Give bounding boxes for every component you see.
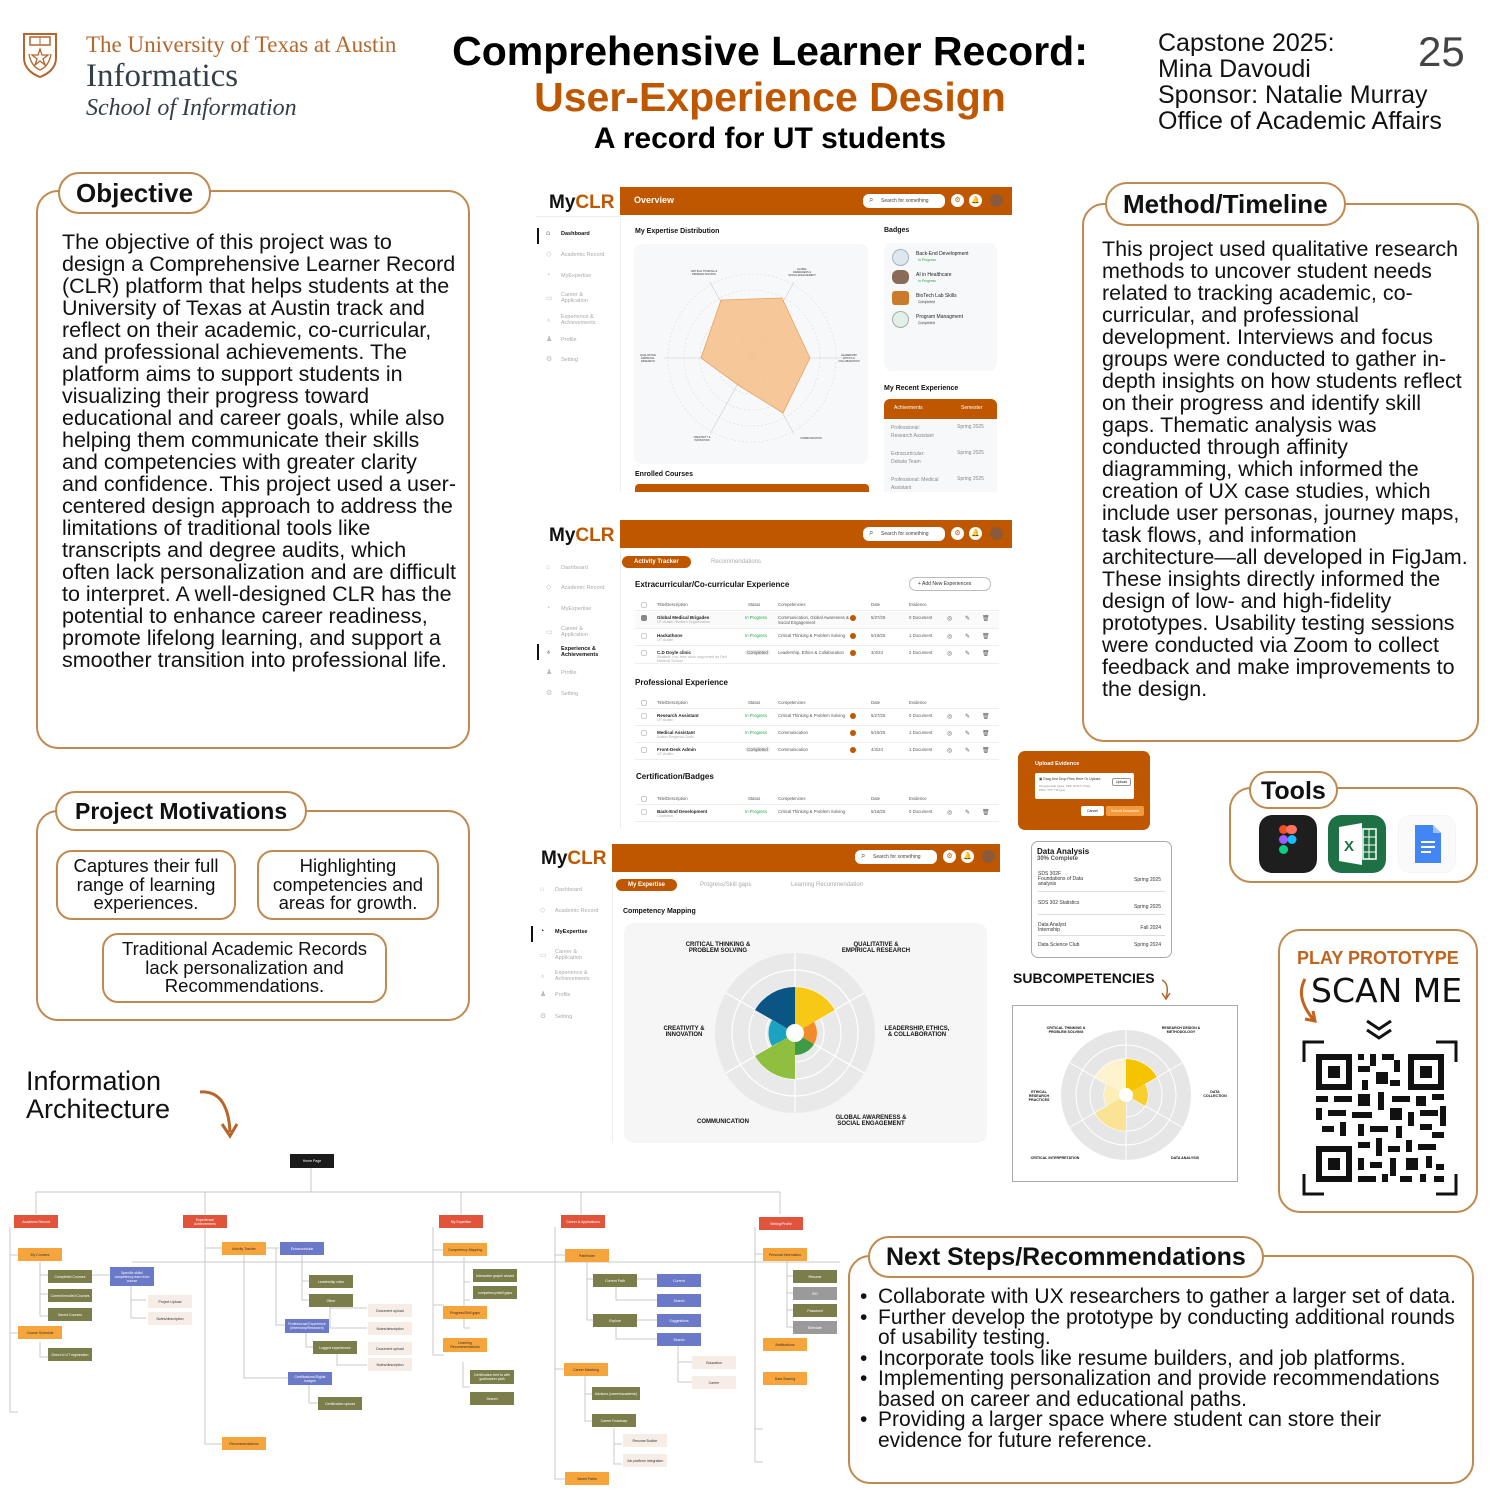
svg-text:AWARENESS &: AWARENESS & (792, 271, 812, 274)
sidebar-item-profile[interactable]: ♟ Profile (546, 669, 577, 676)
curved-arrow-icon (1293, 975, 1323, 1027)
row-checkbox[interactable] (641, 615, 647, 621)
ia-node: Saved Paths (565, 1472, 609, 1485)
ia-node: Search (657, 1294, 701, 1307)
myclr-logo: MyCLR (541, 848, 607, 869)
row-checkbox[interactable] (641, 730, 647, 736)
next-steps-list (856, 1287, 1456, 1451)
svg-text:QUALITATIVE &: QUALITATIVE & (853, 942, 899, 948)
experience-screen (536, 519, 1012, 829)
ia-node: Job platform integration (623, 1454, 667, 1467)
ia-node: competency/skill gaps (473, 1286, 517, 1299)
svg-text:LEADERSHIP: LEADERSHIP (841, 354, 857, 357)
poster-title: Comprehensive Learner Record: (452, 28, 1088, 74)
next-steps-title: Next Steps/Recommendations (868, 1236, 1264, 1278)
ia-node: Competency Mapping (443, 1243, 487, 1256)
expertise-icon: ◔ (546, 272, 551, 279)
svg-text:INNOVATION: INNOVATION (665, 1032, 703, 1038)
sidebar-item-profile[interactable]: ♟ Profile (546, 336, 577, 343)
ia-node: Search (470, 1392, 514, 1405)
svg-text:PROBLEM SOLVING: PROBLEM SOLVING (692, 273, 716, 276)
expertise-screen (530, 843, 1000, 1143)
table-row[interactable]: Back-End Development Coursera In Progress Critical Thinking & Problem Solving 5/16/25 0 Document ◎ ✎ 🗑 (635, 806, 999, 822)
view-icon[interactable]: ◎ (947, 634, 953, 640)
double-chevron-down-icon (1364, 1018, 1394, 1042)
sidebar-item-myexpertise[interactable]: ◔ MyExpertise (546, 605, 592, 612)
delete-icon[interactable]: 🗑 (982, 810, 990, 816)
view-icon[interactable]: ◎ (947, 810, 953, 816)
svg-text:INNOVATION: INNOVATION (694, 439, 710, 442)
motivations-title: Project Motivations (55, 791, 307, 831)
data-analysis-card: Data Analysis 30% Complete SDS 302F Foundations of Data analysis Spring 2025 SDS 302 Statistics Spring 2025 Data Analyst Internship Fall 2024 Data Science Club Spring 2024 (1031, 841, 1172, 958)
svg-text:COLLECTION: COLLECTION (1203, 1094, 1227, 1098)
badge-icon (892, 311, 909, 328)
badge-icon (892, 249, 909, 266)
ia-node: Learning Recommendations (443, 1338, 487, 1352)
next-step-item: • Implementing personalization and provide recommendations based on career and educational paths. (856, 1369, 1456, 1410)
ia-node: Recommendations (222, 1437, 266, 1450)
ia-node: Professional Experience (Internship/Research) (285, 1319, 329, 1333)
recent-experience-header: Achivements Semester (884, 399, 997, 419)
table-row[interactable]: Hackathons UT Austin In Progress Critical Thinking & Problem Solving 5/19/25 1 Document ◎ ✎ 🗑 (635, 630, 999, 646)
badges-panel: Back-End Development In Progress AI in Healthcare In Progress BioTech Lab Skills Completed Program Managment Completed (884, 243, 997, 371)
user-avatar[interactable] (982, 850, 995, 863)
subcompetencies-title: SUBCOMPETENCIES (1013, 970, 1155, 986)
delete-icon[interactable]: 🗑 (982, 634, 990, 640)
ia-node: Leadership roles (309, 1275, 353, 1288)
sidebar-item-experience[interactable]: ♁ Experience & Achievements (540, 970, 590, 982)
view-icon[interactable]: ◎ (947, 651, 953, 657)
section-title: Certification/Badges (636, 772, 714, 781)
course-row: SDS 302F Foundations of Data analysis Spring 2025 (1038, 870, 1165, 892)
ia-node: Password (793, 1304, 837, 1317)
ia-node: Logged experiences (313, 1341, 357, 1354)
user-icon: ♟ (546, 669, 553, 676)
curved-arrow-icon (196, 1086, 242, 1142)
ia-node: Notes/description (368, 1358, 412, 1371)
method-title: Method/Timeline (1105, 182, 1346, 226)
lightbulb-icon: ♁ (546, 648, 552, 656)
ia-node: Certification tied to with goal/career path (470, 1370, 514, 1384)
ia-node: Saved Courses (48, 1308, 92, 1321)
competency-rose-chart (624, 923, 987, 1143)
ia-node: Project Upload (148, 1295, 192, 1308)
ia-node: Direct to UT registration (48, 1348, 92, 1361)
lightbulb-icon: ♁ (546, 316, 552, 324)
next-step-item: • Collaborate with UX researchers to gather a larger set of data. (856, 1287, 1456, 1308)
expertise-icon: ◔ (540, 928, 545, 935)
subcompetencies-chart-card (1012, 1005, 1238, 1182)
ia-node: Birthdate (793, 1321, 837, 1334)
enrolled-courses-title: Enrolled Courses (635, 471, 693, 478)
ia-node: My Courses (18, 1248, 62, 1261)
view-icon[interactable]: ◎ (947, 616, 953, 622)
graduation-cap-icon: ◇ (546, 584, 552, 591)
graduation-cap-icon: ◇ (540, 907, 546, 914)
edit-icon[interactable]: ✎ (965, 651, 971, 657)
ia-node: Suggestions (657, 1314, 701, 1327)
table-row[interactable]: Front-Desk Admin UT Austin Completed Communication 4/4/24 1 Document ◎ ✎ 🗑 (635, 744, 999, 760)
sidebar-item-career[interactable]: ▭ Career & Application (546, 626, 588, 638)
tools-row (1229, 787, 1478, 883)
svg-text:COMMUNICATION: COMMUNICATION (697, 1119, 749, 1125)
briefcase-icon: ▭ (546, 628, 553, 636)
google-docs-icon (1398, 815, 1456, 873)
figma-icon (1259, 815, 1317, 873)
svg-text:COLLABORATION: COLLABORATION (838, 360, 860, 363)
tab-my-expertise[interactable]: My Expertise (616, 879, 677, 891)
radar-chart (634, 244, 868, 464)
gear-icon: ⚙ (546, 690, 553, 697)
settings-icon[interactable]: ⚙ (951, 194, 964, 207)
author-name: Mina Davoudi (1158, 55, 1311, 83)
experience-table: Title/Description Status Competencies Date Evidence Research Assistant UT Austin In Progress Critical Thinking & Problem Solving 5/27/25 0 Document ◎ ✎ 🗑 Medical Assistant Austin Regional Clinic In Progress Communication 5/19/25 1 Document ◎ ✎ 🗑 Front-Desk Admin UT Austin Completed Communication 4/4/24 1 Document ◎ ✎ 🗑 (635, 697, 999, 761)
objective-body: The objective of this project was to design a Comprehensive Learner Record (CLR) platform that helps students at the University of Texas at Austin track and reflect on their academic, co-curricular, and professional achievements. The platform aims to support students in visualizing their progress toward educational and career goals, while also helping them communicate their skills and competencies with greater clarity and confidence. This project used a user-centered design approach to address the limitations of traditional tools like transcripts and degree audits, which often lack personalization and are difficult to interpret. A well-designed CLR has the potential to enhance career readiness, promote lifelong learning, and support a smoother transition into professional life. (62, 230, 457, 672)
enrolled-courses-header (635, 484, 869, 492)
notification-bell-icon[interactable]: 🔔 (961, 850, 974, 863)
svg-text:RESEARCH: RESEARCH (641, 360, 655, 363)
row-checkbox[interactable] (641, 633, 647, 639)
motivation-card (56, 850, 236, 920)
ia-node: Current Path (593, 1274, 637, 1287)
poster-tagline: A record for UT students (593, 122, 947, 155)
edit-icon[interactable]: ✎ (965, 616, 971, 622)
ia-node: My Expertise (439, 1215, 483, 1228)
svg-text:PROBLEM SOLVING: PROBLEM SOLVING (1048, 1030, 1084, 1034)
sidebar-item-experience[interactable]: ♁ Experience & Achievements (546, 646, 618, 658)
overview-screen (536, 186, 1012, 492)
ia-node: Pathfinder (565, 1249, 609, 1262)
upload-file-icon: ▣ (1039, 777, 1044, 781)
edit-icon[interactable]: ✎ (965, 810, 971, 816)
svg-text:RESEARCH DESIGN &: RESEARCH DESIGN & (1161, 1026, 1201, 1030)
gear-icon: ⚙ (540, 1013, 547, 1020)
ia-node: Advisors (career/academic) (592, 1387, 640, 1400)
university-name: The University of Texas at Austin (86, 32, 397, 57)
view-icon[interactable]: ◎ (947, 748, 953, 754)
row-checkbox[interactable] (641, 650, 647, 656)
myclr-logo: MyCLR (549, 192, 615, 213)
svg-text:COMMUNICATION: COMMUNICATION (800, 437, 822, 440)
tab-recommendations[interactable]: Recommendations (711, 559, 762, 565)
settings-icon[interactable]: ⚙ (943, 850, 956, 863)
svg-text:CRITICAL THINKING &: CRITICAL THINKING & (690, 270, 718, 273)
graduation-cap-icon: ◇ (546, 251, 552, 258)
svg-text:CRITICAL THINKING &: CRITICAL THINKING & (1046, 1026, 1086, 1030)
svg-text:CRITICAL INTERPRETATION: CRITICAL INTERPRETATION (1030, 1156, 1080, 1160)
ia-node: Current (657, 1274, 701, 1287)
search-input[interactable]: ⌕ Search for something (855, 850, 937, 864)
ia-node: EID (793, 1287, 837, 1300)
information-architecture-diagram (0, 1142, 842, 1490)
ia-node: Education (692, 1356, 736, 1369)
svg-text:DATA: DATA (1210, 1090, 1220, 1094)
svg-text:GLOBAL AWARENESS &: GLOBAL AWARENESS & (835, 1115, 907, 1121)
ia-node: Career Matching (564, 1363, 608, 1376)
section-title: Extracurricular/Co-curricular Experience (635, 580, 790, 589)
search-input[interactable]: ⌕ Search for something (863, 194, 945, 208)
poster-subtitle: User-Experience Design (534, 74, 1006, 120)
ia-node: Resume Builder (623, 1434, 667, 1447)
user-avatar[interactable] (990, 194, 1003, 207)
delete-icon[interactable]: 🗑 (982, 651, 990, 657)
svg-text:ETHICAL: ETHICAL (1031, 1090, 1047, 1094)
plus-icon: + (918, 581, 923, 587)
ia-node: Notes/description (368, 1322, 412, 1335)
view-icon[interactable]: ◎ (947, 731, 953, 737)
ia-node: Career (692, 1376, 736, 1389)
ia-node: Explore (593, 1314, 637, 1327)
svg-text:PRACTICES: PRACTICES (1028, 1098, 1050, 1102)
tab-activity-tracker[interactable]: Activity Tracker (622, 556, 691, 568)
excel-icon (1328, 815, 1386, 873)
search-input[interactable]: ⌕ Search for something (863, 527, 945, 541)
ia-node: Certifications/Digital badges (288, 1372, 332, 1385)
home-icon: ⌂ (546, 230, 551, 237)
svg-text:RESEARCH: RESEARCH (1028, 1094, 1050, 1098)
ut-shield-logo-icon (22, 32, 58, 78)
myclr-logo: MyCLR (549, 525, 615, 546)
row-checkbox[interactable] (641, 713, 647, 719)
sidebar-item-career[interactable]: ▭ Career & Application (546, 292, 588, 304)
briefcase-icon: ▭ (546, 294, 553, 302)
sidebar-item-dashboard[interactable]: ⌂ Dashboard (546, 564, 588, 571)
capstone-label: Capstone 2025: (1158, 29, 1335, 57)
ia-title: Information Architecture (26, 1066, 171, 1124)
qr-code[interactable] (1302, 1040, 1458, 1196)
edit-icon[interactable]: ✎ (965, 748, 971, 754)
svg-text:PROBLEM SOLVING: PROBLEM SOLVING (688, 948, 748, 954)
ia-node: Certification upload (318, 1397, 362, 1410)
department-name: Informatics (86, 58, 239, 94)
svg-text:EMPIRICAL: EMPIRICAL (641, 357, 655, 360)
ia-node: Home Page (290, 1154, 334, 1168)
edit-icon[interactable]: ✎ (965, 634, 971, 640)
ia-node: Experience/ Achievements (183, 1215, 227, 1228)
row-checkbox[interactable] (641, 809, 647, 815)
course-row: Data Analyst Internship Fall 2024 (1038, 917, 1165, 936)
ia-node: Extracurricular (280, 1242, 324, 1255)
next-step-item: • Providing a larger space where student can store their evidence for future reference. (856, 1410, 1456, 1451)
expertise-distribution-title: My Expertise Distribution (635, 228, 720, 235)
notification-bell-icon[interactable]: 🔔 (969, 527, 982, 540)
table-row[interactable]: Medical Assistant Austin Regional Clinic In Progress Communication 5/19/25 1 Document ◎ ✎ 🗑 (635, 727, 999, 743)
svg-text:SOCIAL ENGAGEMENT: SOCIAL ENGAGEMENT (837, 1121, 905, 1127)
poster-number: 25 (1418, 28, 1465, 75)
ia-node: Notes/description (148, 1312, 192, 1325)
expertise-icon: ◔ (546, 605, 551, 612)
section-title: Professional Experience (635, 678, 728, 687)
upload-button[interactable]: Upload (1112, 778, 1131, 786)
ia-node: Document upload (368, 1342, 412, 1355)
ia-node: Progress/Skill gaps (443, 1306, 487, 1319)
office-name: Office of Academic Affairs (1158, 107, 1442, 135)
upload-evidence-modal (1018, 751, 1150, 830)
sidebar-item-dashboard[interactable]: ⌂ Dashboard (540, 886, 582, 893)
table-row[interactable]: Research Assistant UT Austin In Progress Critical Thinking & Problem Solving 5/27/25 0 Document ◎ ✎ 🗑 (635, 710, 999, 726)
ia-node: Current/enrolled Courses (48, 1289, 92, 1302)
sidebar-item-academic-record[interactable]: ◇ Academic Record (546, 584, 605, 591)
badge-icon (892, 270, 909, 284)
school-name: School of Information (86, 95, 297, 121)
experience-table: Title/Description Status Competencies Date Evidence Back-End Development Coursera In Progress Critical Thinking & Problem Solving 5/16/25 0 Document ◎ ✎ 🗑 (635, 793, 999, 825)
radar-chart-panel (634, 244, 868, 464)
delete-icon[interactable]: 🗑 (982, 616, 990, 622)
sidebar-item-setting[interactable]: ⚙ Setting (546, 690, 579, 697)
svg-text:ETHICS &: ETHICS & (843, 357, 855, 360)
svg-text:DATA ANALYSIS: DATA ANALYSIS (1170, 1156, 1200, 1160)
sidebar-item-setting[interactable]: ⚙ Setting (540, 1013, 573, 1020)
svg-text:GLOBAL: GLOBAL (796, 268, 808, 271)
user-icon: ♟ (546, 336, 553, 343)
down-arrow-icon (1158, 978, 1174, 1002)
home-icon: ⌂ (540, 886, 545, 893)
notification-bell-icon[interactable]: 🔔 (969, 194, 982, 207)
svg-text:QUALITATIVE: QUALITATIVE (640, 354, 656, 357)
delete-icon[interactable]: 🗑 (982, 714, 990, 720)
settings-icon[interactable]: ⚙ (951, 527, 964, 540)
view-icon[interactable]: ◎ (947, 714, 953, 720)
ia-node: Specific skills/ competency earn from course (110, 1267, 154, 1286)
gear-icon: ⚙ (546, 356, 553, 363)
ia-node: Career & Applications (561, 1215, 605, 1228)
svg-text:X: X (1344, 838, 1355, 855)
sidebar-item-academic-record[interactable]: ◇ Academic Record (540, 907, 599, 914)
edit-icon[interactable]: ✎ (965, 731, 971, 737)
ia-node: Career Roadmap (592, 1414, 636, 1427)
ia-node: Interactive graph/ wizard (473, 1269, 517, 1282)
ia-node: Academic Record (14, 1215, 58, 1228)
cancel-button[interactable]: Cancel (1081, 806, 1104, 816)
table-row[interactable]: Global Medical Brigades UT Austin Student Organization In Progress Communication, Global Awareness & Social Engagement 5/27/25 0 Document ◎ ✎ 🗑 (635, 612, 999, 629)
ia-node: Course Schedule (18, 1326, 62, 1339)
recent-experience-list: Professional: Research Assistant Spring 2025 Extracurricular: Debate Team Spring 2025 Professional: Medical Assistant Spring 2025 (884, 419, 997, 492)
sidebar-item-career[interactable]: ▭ Career & Application (540, 949, 582, 961)
briefcase-icon: ▭ (540, 951, 547, 959)
competency-chart-panel (624, 923, 987, 1143)
motivation-text: Highlighting competencies and areas for growth. (272, 855, 424, 914)
svg-text:CREATIVITY &: CREATIVITY & (693, 436, 711, 439)
add-new-experience-button[interactable]: + Add New Experiences (909, 577, 991, 591)
method-body: This project used qualitative research methods to uncover student needs related to tracking academic, co-curricular, and professional development. Interviews and focus groups were conducted to gather in-depth insights on how students reflect on their progress and identify skill gaps. Thematic analysis was conducted through affinity diagramming, which informed the creation of UX case studies, which include user personas, journey maps, task flows, and information architecture—all developed in FigJam. These insights directly informed the design of low- and high-fidelity prototypes. Usability testing sessions were conducted via Zoom to collect feedback and make improvements to the design. (1102, 237, 1468, 701)
badges-title: Badges (884, 227, 910, 234)
scan-me-label: SCAN ME (1311, 971, 1463, 1010)
badge-icon (892, 291, 909, 305)
svg-text:LEADERSHIP, ETHICS,: LEADERSHIP, ETHICS, (884, 1026, 950, 1032)
tab-learning-recommendation[interactable]: Learning Recommendation (791, 882, 864, 888)
motivation-text: Captures their full range of learning experiences. (73, 855, 219, 914)
svg-text:EMPIRICAL RESEARCH: EMPIRICAL RESEARCH (841, 948, 911, 954)
ia-node: Search (657, 1333, 701, 1346)
author-info (1158, 30, 1442, 134)
sponsor-name: Sponsor: Natalie Murray (1158, 81, 1428, 109)
subcompetency-rose-chart (1013, 1006, 1239, 1183)
sidebar-item-setting[interactable]: ⚙ Setting (546, 356, 579, 363)
course-row: Data Science Club Spring 2024 (1038, 942, 1161, 948)
sidebar-item-academic-record[interactable]: ◇ Academic Record (546, 251, 605, 258)
ia-node: Completed Courses (48, 1270, 92, 1283)
user-icon: ♟ (540, 991, 547, 998)
ia-node: Resume (793, 1270, 837, 1283)
submit-document-button[interactable]: Submit Document (1106, 806, 1144, 816)
tools-title: Tools (1249, 771, 1338, 809)
ia-node: Activity Tracker (222, 1242, 266, 1255)
experience-table: Title/Description Status Competencies Date Evidence Global Medical Brigades UT Austin Student Organization In Progress Communication, Global Awareness & Social Engagement 5/27/25 0 Document ◎ ✎ 🗑 Hackathons UT Austin In Progress Critical Thinking & Problem Solving 5/19/25 1 Document ◎ ✎ 🗑 C.D Doyle clinic Student- run, free clinic supported by Dell Medical School Completed Leadership, Ethics & Collaboration 3/4/24 2 Document ◎ ✎ 🗑 (635, 599, 999, 664)
ia-node: Data Sharing (763, 1372, 807, 1385)
play-prototype-label: PLAY PROTOTYPE (1297, 948, 1459, 968)
sidebar-item-myexpertise[interactable]: ◔ MyExpertise (540, 928, 588, 935)
competency-mapping-title: Competency Mapping (623, 908, 696, 915)
dropzone[interactable]: ▣ Drag And Drop Files Here Or Upload Accepted file types: PDF, DOCX, PNG, PNG, TXT, TIF (jpe) Upload (1035, 773, 1134, 799)
page-title: Overview (634, 195, 675, 205)
ia-node: Notifications (763, 1338, 807, 1351)
next-step-item: • Incorporate tools like resume builders, and job platforms. (856, 1349, 1456, 1370)
sidebar-item-profile[interactable]: ♟ Profile (540, 991, 571, 998)
svg-text:CRITICAL THINKING &: CRITICAL THINKING & (685, 942, 751, 948)
home-icon: ⌂ (546, 564, 551, 571)
ia-node: Setting/Profile (759, 1217, 803, 1230)
ia-node: Other (309, 1294, 353, 1307)
user-avatar[interactable] (990, 527, 1003, 540)
course-row: SDS 302 Statistics Spring 2025 (1038, 895, 1165, 915)
svg-text:& COLLABORATION: & COLLABORATION (887, 1032, 947, 1038)
edit-icon[interactable]: ✎ (965, 714, 971, 720)
motivation-text: Traditional Academic Records lack personalization and Recommendations. (121, 938, 368, 997)
row-checkbox[interactable] (641, 747, 647, 753)
sidebar-item-myexpertise[interactable]: ◔ MyExpertise (546, 272, 592, 279)
svg-text:CREATIVITY &: CREATIVITY & (663, 1026, 705, 1032)
motivation-card (257, 850, 439, 920)
top-bar (612, 844, 1000, 872)
tab-progress-skill-gaps[interactable]: Progress/Skill gaps (700, 882, 752, 888)
lightbulb-icon: ♁ (540, 972, 546, 980)
delete-icon[interactable]: 🗑 (982, 748, 990, 754)
sidebar-item-dashboard[interactable]: ⌂ Dashboard (546, 230, 590, 237)
svg-text:SOCIAL ENGAGEMENT: SOCIAL ENGAGEMENT (788, 274, 816, 277)
sidebar-item-experience[interactable]: ♁ Experience & Achievements (546, 314, 596, 326)
table-row[interactable]: C.D Doyle clinic Student- run, free clinic supported by Dell Medical School Completed Leadership, Ethics & Collaboration 3/4/24 2 Document ◎ ✎ 🗑 (635, 647, 999, 664)
delete-icon[interactable]: 🗑 (982, 731, 990, 737)
next-step-item: • Further develop the prototype by conducting additional rounds of usability testing. (856, 1308, 1456, 1349)
objective-title: Objective (58, 172, 211, 214)
motivation-card (102, 933, 387, 1003)
svg-text:METHODOLOGY: METHODOLOGY (1166, 1030, 1196, 1034)
upload-title: Upload Evidence (1035, 761, 1080, 767)
recent-experience-title: My Recent Experience (884, 385, 959, 392)
ia-node: Document upload (368, 1304, 412, 1317)
ia-connectors (0, 1142, 842, 1490)
ia-node: Personal Information (763, 1248, 807, 1261)
